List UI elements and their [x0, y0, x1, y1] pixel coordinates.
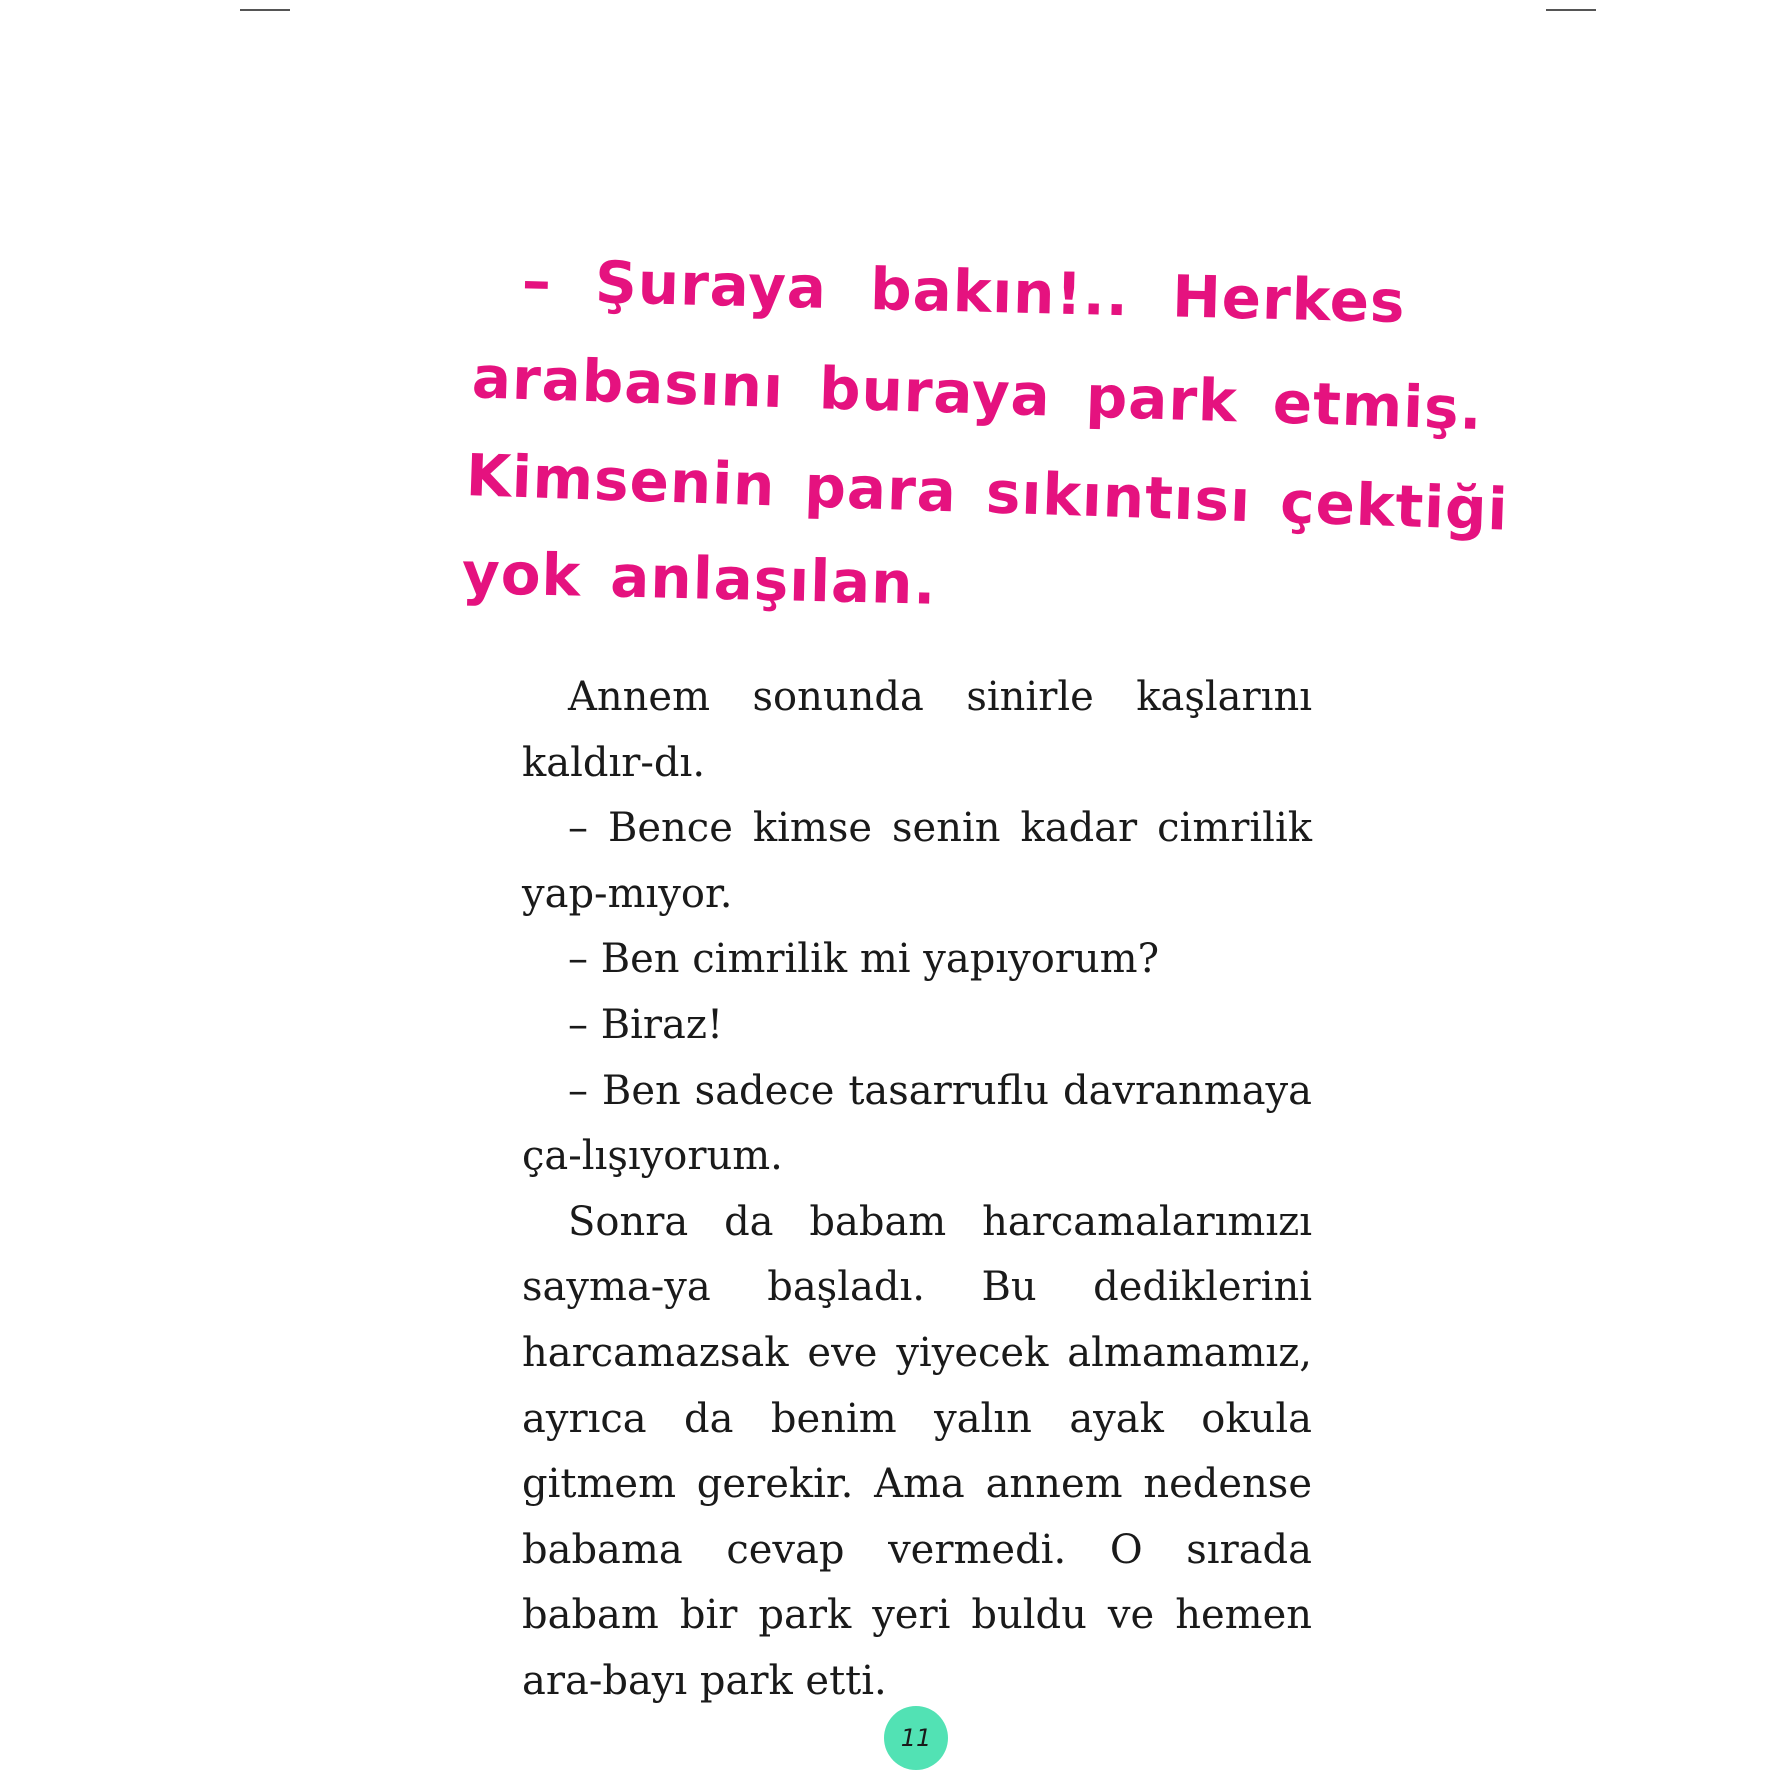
dialogue-paragraph: – Ben sadece tasarruflu davranmaya ça-lışıyorum. — [522, 1067, 1312, 1180]
crop-mark-right — [1546, 9, 1596, 11]
page-number-badge: 11 — [884, 1706, 948, 1770]
crop-mark-left — [240, 9, 290, 11]
pink-speech-quote — [461, 230, 1510, 622]
speech-line: arabasını buraya park etmiş. — [470, 343, 1484, 444]
speech-line: yok anlaşılan. — [461, 539, 938, 618]
body-text — [522, 665, 1312, 1715]
paragraph: Annem sonunda sinirle kaşlarını kaldır-dı. — [522, 674, 1312, 786]
speech-line: Kimsenin para sıkıntısı çektiği — [464, 441, 1510, 544]
dialogue-paragraph: – Ben cimrilik mi yapıyorum? — [568, 936, 1160, 983]
dialogue-paragraph: – Biraz! — [568, 1001, 724, 1048]
speech-line: – Şuraya bakın!.. Herkes — [521, 246, 1407, 337]
paragraph: Sonra da babam harcamalarımızı sayma-ya başladı. Bu dediklerini harcamazsak eve yiyecek almamamız, ayrıca da benim yalın ayak okula gitmem gerekir. Ama annem nedense babama cevap vermedi. O sırada babam bir park yeri buldu ve hemen ara-bayı park etti. — [522, 1198, 1312, 1704]
dialogue-paragraph: – Bence kimse senin kadar cimrilik yap-mıyor. — [522, 805, 1312, 917]
